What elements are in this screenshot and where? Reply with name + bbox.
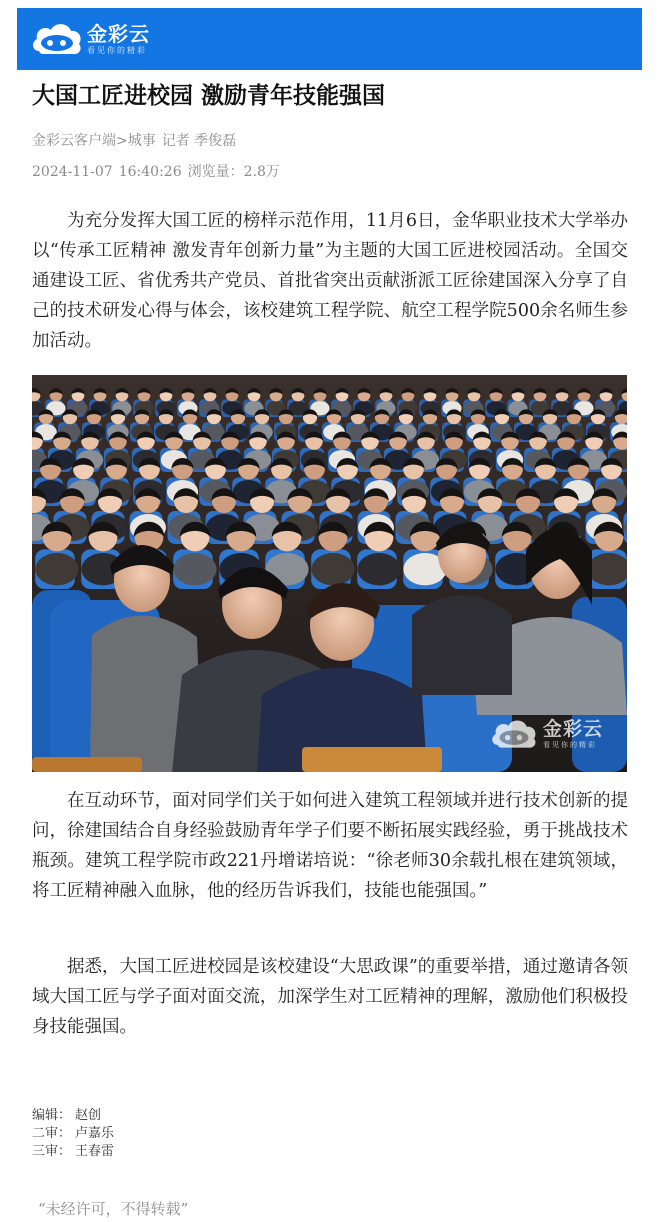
article-source[interactable]: 金彩云客户端>城事 bbox=[32, 133, 156, 149]
copyright-notice: “未经许可，不得转载” bbox=[38, 1200, 189, 1218]
app-header bbox=[17, 8, 642, 70]
cloud-logo-icon bbox=[29, 17, 85, 61]
photo-watermark bbox=[487, 714, 603, 754]
editor-name: 王春雷 bbox=[75, 1144, 115, 1159]
editor-role: 二审： bbox=[32, 1126, 72, 1141]
article-paragraph: 据悉，大国工匠进校园是该校建设“大思政课”的重要举措，通过邀请各领域大国工匠与学子面对面交流，加深学生对工匠精神的理解，激励他们积极投身技能强国。 bbox=[32, 957, 628, 1037]
article-views: 浏览量：2.8万 bbox=[187, 164, 280, 180]
editor-name: 卢嘉乐 bbox=[75, 1126, 115, 1141]
article-paragraph: 为充分发挥大国工匠的榜样示范作用，11月6日，金华职业技术大学举办以“传承工匠精神 激发青年创新力量”为主题的大国工匠进校园活动。全国交通建设工匠、省优秀共产党员、首批省突出贡献浙派工匠徐建国深入分享了自己的技术研发心得与体会，该校建筑工程学院、航空工程学院500余名师生参加活动。 bbox=[32, 211, 628, 351]
editor-row bbox=[32, 1107, 114, 1125]
article-photo bbox=[32, 375, 627, 772]
watermark-slogan: 看见你的精彩 bbox=[542, 741, 597, 749]
editor-role: 三审： bbox=[32, 1144, 72, 1159]
logo-slogan: 看见你的精彩 bbox=[87, 45, 147, 55]
editor-role: 编辑： bbox=[32, 1108, 72, 1123]
article-time-line bbox=[32, 162, 280, 182]
logo-name: 金彩云 bbox=[87, 21, 150, 46]
editor-name: 赵创 bbox=[75, 1108, 102, 1123]
article-paragraph: 在互动环节，面对同学们关于如何进入建筑工程领域并进行技术创新的提问，徐建国结合自身经验鼓励青年学子们要不断拓展实践经验，勇于挑战技术瓶颈。建筑工程学院市政221丹增诺培说：“徐老师30余载扎根在建筑领域，将工匠精神融入血脉，他的经历告诉我们，技能也能强国。” bbox=[32, 791, 628, 901]
editor-row bbox=[32, 1143, 114, 1161]
article-date: 2024-11-07 bbox=[32, 164, 113, 180]
article-time: 16:40:26 bbox=[118, 164, 182, 180]
watermark-name: 金彩云 bbox=[542, 718, 603, 740]
editor-credits bbox=[32, 1107, 114, 1161]
article-reporter: 记者 季俊磊 bbox=[161, 133, 237, 149]
article-title: 大国工匠进校园 激励青年技能强国 bbox=[32, 83, 386, 109]
audience-photo-illustration bbox=[32, 375, 627, 772]
cloud-logo-icon bbox=[487, 714, 541, 754]
editor-row bbox=[32, 1125, 114, 1143]
app-logo[interactable] bbox=[29, 17, 150, 61]
article-source-line bbox=[32, 131, 236, 151]
